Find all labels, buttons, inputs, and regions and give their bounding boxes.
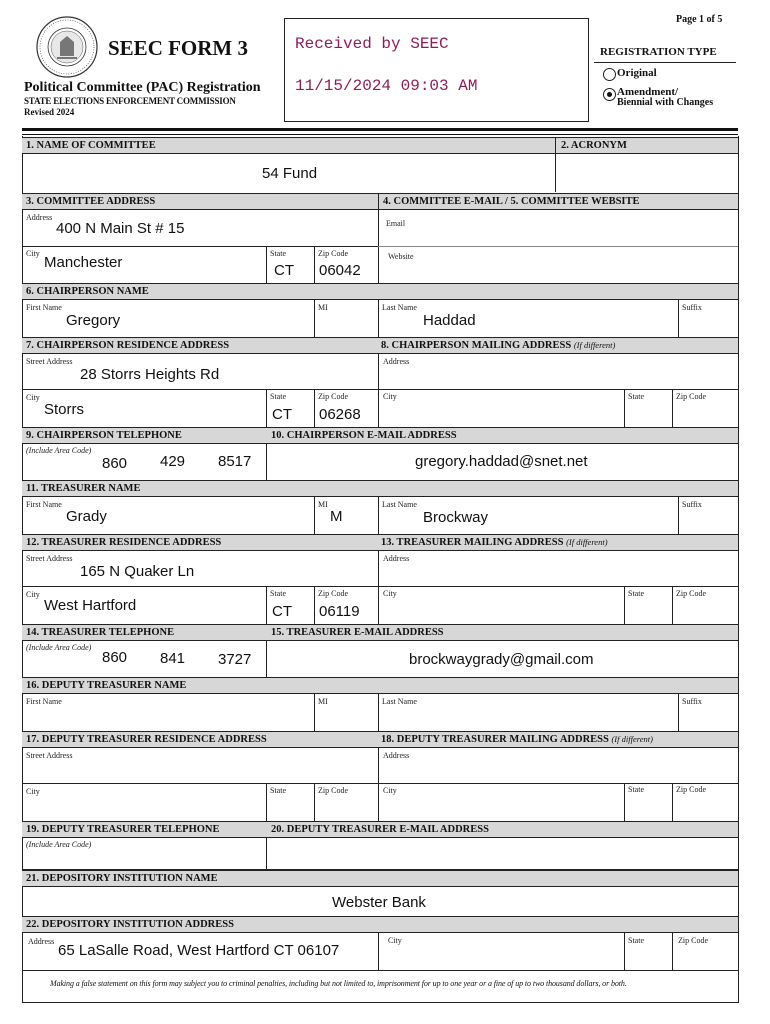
first-name-label: First Name [26, 697, 62, 706]
committee-address[interactable]: 400 N Main St # 15 [56, 220, 185, 237]
radio-original[interactable] [603, 68, 616, 81]
committee-zip[interactable]: 06042 [319, 262, 361, 279]
city-label: City [26, 787, 40, 796]
chair-street[interactable]: 28 Storrs Heights Rd [80, 366, 220, 383]
section-21-title: 21. DEPOSITORY INSTITUTION NAME [26, 873, 218, 884]
first-name-label: First Name [26, 303, 62, 312]
radio-original-label: Original [617, 67, 657, 79]
treasurer-state[interactable]: CT [272, 603, 292, 620]
treasurer-phone-area[interactable]: 860 [102, 649, 128, 666]
suffix-label: Suffix [682, 303, 702, 312]
bank-state-label: State [628, 936, 644, 945]
mailing-state-label: State [628, 589, 644, 598]
bank-zip-label: Zip Code [678, 936, 708, 945]
zip-label: Zip Code [318, 589, 348, 598]
state-label: State [270, 249, 286, 258]
treasurer-phone-prefix[interactable]: 841 [160, 650, 186, 667]
mailing-city-label: City [383, 589, 397, 598]
treasurer-first-name[interactable]: Grady [66, 508, 107, 525]
mailing-address-label: Address [383, 554, 410, 563]
last-name-label: Last Name [382, 303, 417, 312]
treasurer-last-name[interactable]: Brockway [423, 509, 489, 526]
address-label: Address [26, 213, 53, 222]
website-label: Website [388, 252, 414, 261]
section-17-title: 17. DEPUTY TREASURER RESIDENCE ADDRESS [26, 734, 267, 745]
committee-state[interactable]: CT [274, 262, 294, 279]
zip-label: Zip Code [318, 249, 348, 258]
zip-label: Zip Code [318, 786, 348, 795]
revised-date: Revised 2024 [24, 107, 75, 117]
treasurer-zip[interactable]: 06119 [319, 603, 360, 620]
section-15-title: 15. TREASURER E-MAIL ADDRESS [271, 627, 444, 638]
last-name-label: Last Name [382, 697, 417, 706]
treasurer-mi[interactable]: M [330, 508, 343, 525]
form-subtitle: Political Committee (PAC) Registration [24, 80, 261, 95]
last-name-label: Last Name [382, 500, 417, 509]
section-9-title: 9. CHAIRPERSON TELEPHONE [26, 430, 182, 441]
street-address-label: Street Address [26, 357, 73, 366]
chair-city[interactable]: Storrs [44, 401, 85, 418]
section-19-title: 19. DEPUTY TREASURER TELEPHONE [26, 824, 220, 835]
city-label: City [26, 393, 40, 402]
chair-last-name[interactable]: Haddad [423, 312, 476, 329]
section-11-title: 11. TREASURER NAME [26, 483, 141, 494]
suffix-label: Suffix [682, 697, 702, 706]
section-3-title: 3. COMMITTEE ADDRESS [26, 196, 156, 207]
first-name-label: First Name [26, 500, 62, 509]
registration-type-title: REGISTRATION TYPE [600, 46, 717, 58]
state-seal-icon [36, 16, 98, 78]
mailing-zip-label: Zip Code [676, 589, 706, 598]
bank-city-label: City [388, 936, 402, 945]
section-14-title: 14. TREASURER TELEPHONE [26, 627, 175, 638]
email-label: Email [386, 219, 406, 228]
bank-name[interactable]: Webster Bank [332, 894, 426, 911]
chair-phone-prefix[interactable]: 429 [160, 453, 186, 470]
chair-state[interactable]: CT [272, 406, 292, 423]
street-address-label: Street Address [26, 751, 73, 760]
city-label: City [26, 249, 40, 258]
state-label: State [270, 786, 286, 795]
agency-name: STATE ELECTIONS ENFORCEMENT COMMISSION [24, 96, 236, 106]
radio-amendment-label-2: Biennial with Changes [617, 97, 714, 108]
treasurer-phone-line[interactable]: 3727 [218, 651, 252, 668]
section-2-title: 2. ACRONYM [561, 140, 627, 151]
mailing-zip-label: Zip Code [676, 392, 706, 401]
mailing-address-label: Address [383, 357, 410, 366]
section-18-title: 18. DEPUTY TREASURER MAILING ADDRESS (If different) [381, 734, 653, 745]
page-number: Page 1 of 5 [676, 14, 723, 25]
mi-label: MI [318, 303, 328, 312]
section-22-title: 22. DEPOSITORY INSTITUTION ADDRESS [26, 919, 234, 930]
suffix-label: Suffix [682, 500, 702, 509]
chair-zip[interactable]: 06268 [319, 406, 361, 423]
section-7-title: 7. CHAIRPERSON RESIDENCE ADDRESS [26, 340, 230, 351]
mailing-address-label: Address [383, 751, 410, 760]
city-label: City [26, 590, 40, 599]
section-4-title: 4. COMMITTEE E-MAIL / 5. COMMITTEE WEBSITE [383, 196, 640, 207]
received-stamp-datetime: 11/15/2024 09:03 AM [295, 77, 478, 95]
false-statement-warning: Making a false statement on this form may subject you to criminal penalties, including but not limited to, imprisonment for up to one year or a fine of up to two thousand dollars, or both. [50, 979, 627, 988]
mailing-city-label: City [383, 392, 397, 401]
form-title: SEEC FORM 3 [108, 36, 249, 60]
treasurer-street[interactable]: 165 N Quaker Ln [80, 563, 195, 580]
mailing-state-label: State [628, 785, 644, 794]
mailing-zip-label: Zip Code [676, 785, 706, 794]
area-code-label: (Include Area Code) [26, 446, 92, 455]
area-code-label: (Include Area Code) [26, 840, 92, 849]
chair-phone-area[interactable]: 860 [102, 455, 128, 472]
mi-label: MI [318, 697, 328, 706]
state-label: State [270, 392, 286, 401]
radio-amendment[interactable] [603, 88, 616, 101]
chair-phone-line[interactable]: 8517 [218, 453, 252, 470]
treasurer-email[interactable]: brockwaygrady@gmail.com [409, 651, 594, 668]
radio-amendment-label: Amendment/ [617, 86, 679, 98]
section-13-title: 13. TREASURER MAILING ADDRESS (If different) [381, 537, 608, 548]
section-1-title: 1. NAME OF COMMITTEE [26, 140, 156, 151]
zip-label: Zip Code [318, 392, 348, 401]
treasurer-city[interactable]: West Hartford [44, 597, 137, 614]
mailing-city-label: City [383, 786, 397, 795]
section-20-title: 20. DEPUTY TREASURER E-MAIL ADDRESS [271, 824, 489, 835]
bank-address[interactable]: 65 LaSalle Road, West Hartford CT 06107 [58, 942, 340, 959]
mi-label: MI [318, 500, 328, 509]
section-8-title: 8. CHAIRPERSON MAILING ADDRESS (If different) [381, 340, 616, 351]
received-stamp-box [284, 18, 589, 122]
section-10-title: 10. CHAIRPERSON E-MAIL ADDRESS [271, 430, 457, 441]
mailing-state-label: State [628, 392, 644, 401]
street-address-label: Street Address [26, 554, 73, 563]
committee-name[interactable]: 54 Fund [262, 165, 318, 182]
chair-first-name[interactable]: Gregory [66, 312, 121, 329]
section-16-title: 16. DEPUTY TREASURER NAME [26, 680, 187, 691]
address-label: Address [28, 937, 55, 946]
committee-city[interactable]: Manchester [44, 254, 123, 271]
received-stamp-text: Received by SEEC [295, 35, 449, 53]
state-label: State [270, 589, 286, 598]
section-12-title: 12. TREASURER RESIDENCE ADDRESS [26, 537, 222, 548]
section-6-title: 6. CHAIRPERSON NAME [26, 286, 149, 297]
area-code-label: (Include Area Code) [26, 643, 92, 652]
chair-email[interactable]: gregory.haddad@snet.net [415, 453, 588, 470]
